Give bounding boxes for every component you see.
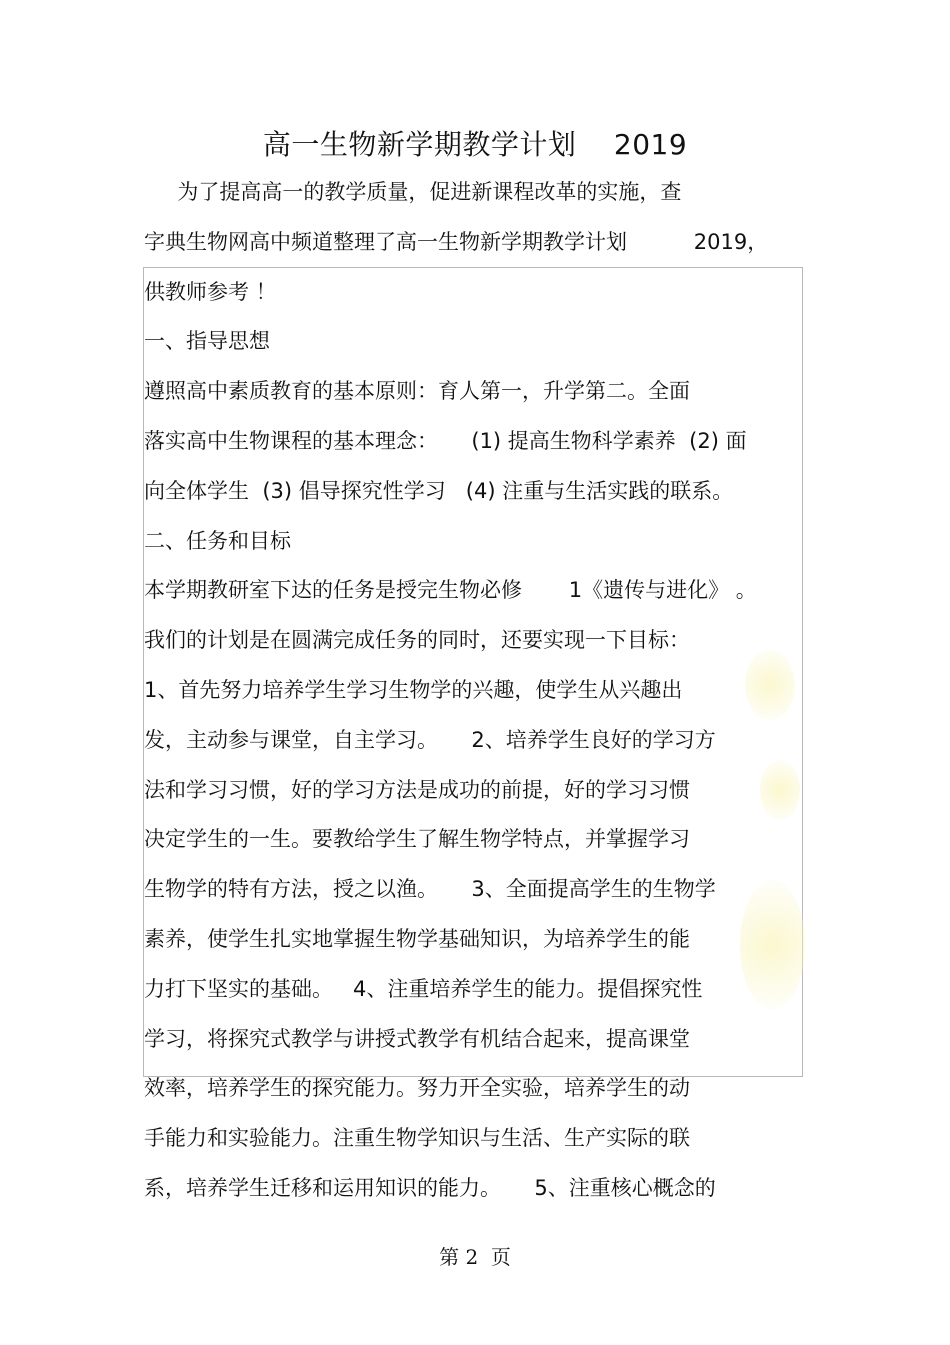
text-line: 素养，使学生扎实地掌握生物学基础知识，为培养学生的能: [144, 927, 690, 951]
document-title: 高一生物新学期教学计划 2019: [262, 128, 688, 161]
text-line: 效率，培养学生的探究能力。努力开全实验，培养学生的动: [144, 1076, 690, 1100]
text-line: 字典生物网高中频道整理了高一生物新学期教学计划 2019，: [144, 230, 769, 254]
text-line: 为了提高高一的教学质量，促进新课程改革的实施，查: [144, 180, 682, 204]
stain-mark: [740, 880, 805, 1010]
text-line: 二、任务和目标: [144, 529, 291, 553]
text-line: 供教师参考 ！: [144, 280, 277, 304]
text-line: 发，主动参与课堂，自主学习。 2、培养学生良好的学习方: [144, 728, 716, 752]
page-number-footer: 第 2 页: [439, 1245, 511, 1269]
text-line: 向全体学生 (3) 倡导探究性学习 (4) 注重与生活实践的联系。: [144, 479, 734, 503]
text-line: 手能力和实验能力。注重生物学知识与生活、生产实际的联: [144, 1126, 690, 1150]
text-line: 1、首先努力培养学生学习生物学的兴趣，使学生从兴趣出: [144, 678, 683, 702]
text-line: 我们的计划是在圆满完成任务的同时，还要实现一下目标：: [144, 628, 690, 652]
text-line: 落实高中生物课程的基本理念： (1) 提高生物科学素养 (2) 面: [144, 429, 747, 453]
text-line: 生物学的特有方法，授之以渔。 3、全面提高学生的生物学: [144, 877, 716, 901]
text-line: 一、指导思想: [144, 329, 270, 353]
text-line: 法和学习习惯，好的学习方法是成功的前提，好的学习习惯: [144, 778, 690, 802]
text-line: 本学期教研室下达的任务是授完生物必修 1《遗传与进化》 。: [144, 578, 757, 602]
text-line: 遵照高中素质教育的基本原则：育人第一，升学第二。全面: [144, 379, 690, 403]
text-line: 系，培养学生迁移和运用知识的能力。 5、注重核心概念的: [144, 1176, 716, 1200]
text-line: 力打下坚实的基础。 4、注重培养学生的能力。提倡探究性: [144, 977, 703, 1001]
stain-mark: [745, 650, 795, 720]
text-line: 学习，将探究式教学与讲授式教学有机结合起来，提高课堂: [144, 1027, 690, 1051]
text-line: 决定学生的一生。要教给学生了解生物学特点，并掌握学习: [144, 827, 690, 851]
stain-mark: [760, 760, 800, 820]
